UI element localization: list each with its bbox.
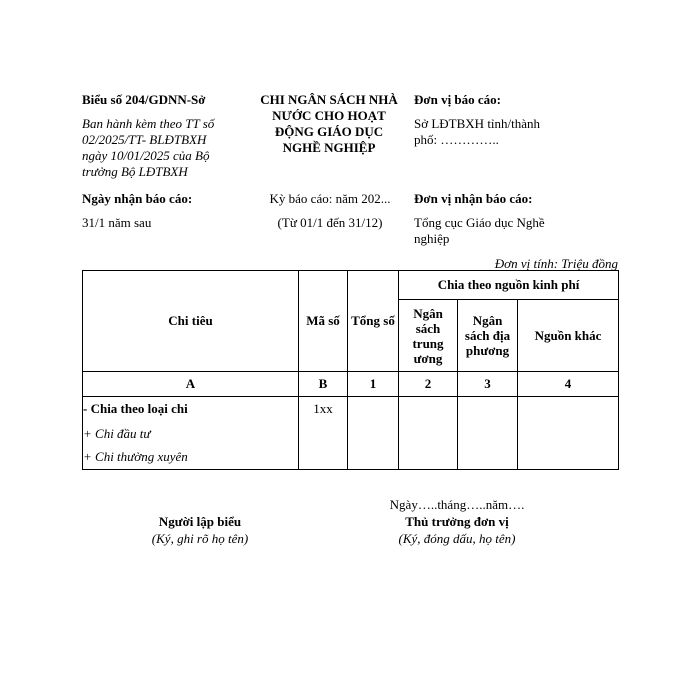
row-local: [458, 397, 518, 422]
header-central-line: trung: [412, 335, 444, 351]
header-central-line: ương: [413, 350, 443, 366]
preparer-title: Người lập biểu: [158, 514, 242, 529]
issued-by-note: [82, 116, 252, 180]
row-other: [518, 422, 619, 446]
header-local-line: Ngân: [472, 313, 503, 328]
row-code: [299, 446, 348, 470]
issued-line-3: ngày 10/01/2025 của Bộ: [82, 148, 210, 163]
receiving-unit-label: Đơn vị nhận báo cáo:: [414, 191, 533, 206]
form-code: Biểu số 204/GDNN-Sở: [82, 92, 206, 107]
index-cell: 3: [458, 372, 518, 397]
title-line-3: ĐỘNG GIÁO DỤC: [274, 124, 384, 139]
index-cell: B: [299, 372, 348, 397]
header-indicator: Chi tiêu: [83, 271, 299, 372]
receiving-unit-value: [414, 215, 614, 247]
index-cell: A: [83, 372, 299, 397]
unit-note: Đơn vị tính: Triệu đồng: [494, 256, 618, 271]
index-cell: 1: [348, 372, 399, 397]
receive-date-value: 31/1 năm sau: [82, 215, 152, 230]
header-total: Tổng số: [348, 271, 399, 372]
receive-date-label: Ngày nhận báo cáo:: [82, 191, 193, 206]
title-line-4: NGHỀ NGHIỆP: [282, 140, 376, 155]
header-funding-group: Chia theo nguồn kinh phí: [399, 271, 619, 300]
index-cell: 2: [399, 372, 458, 397]
header-central-line: Ngân: [413, 305, 443, 321]
report-title: [246, 92, 412, 156]
header-local-line: phương: [465, 343, 510, 358]
title-line-1: CHI NGÂN SÁCH NHÀ: [260, 92, 398, 107]
table-row: [83, 397, 619, 422]
row-total: [348, 422, 399, 446]
header-local-budget: [458, 300, 518, 372]
receiving-unit-line-2: nghiệp: [414, 231, 450, 246]
reporting-unit-line-1: Sở LĐTBXH tỉnh/thành: [414, 116, 541, 131]
receiving-unit-line-1: Tổng cục Giáo dục Nghề: [414, 215, 545, 230]
preparer-note: (Ký, ghi rõ họ tên): [151, 531, 249, 546]
row-other: [518, 446, 619, 470]
row-local: [458, 446, 518, 470]
report-table: [82, 270, 619, 470]
row-label: + Chi đầu tư: [83, 422, 299, 446]
head-of-unit-title: Thủ trưởng đơn vị: [405, 514, 509, 529]
row-code: [299, 422, 348, 446]
index-row: [83, 372, 619, 397]
header-code: Mã số: [299, 271, 348, 372]
title-line-2: NƯỚC CHO HOẠT: [272, 108, 386, 123]
issued-line-4: trưởng Bộ LĐTBXH: [82, 164, 188, 179]
issued-line-2: 02/2025/TT- BLĐTBXH: [82, 132, 207, 147]
sign-date-line: Ngày…..tháng…..năm….: [389, 497, 525, 512]
row-label: - Chia theo loại chi: [83, 397, 299, 422]
table-row: [83, 422, 619, 446]
report-period-range: (Từ 01/1 đến 31/12): [277, 215, 383, 230]
reporting-unit-value: [414, 116, 614, 148]
row-label: + Chi thường xuyên: [83, 446, 299, 470]
row-code: 1xx: [299, 397, 348, 422]
head-of-unit-note: (Ký, đóng dấu, họ tên): [398, 531, 516, 546]
row-central: [399, 422, 458, 446]
header-other-source: Nguồn khác: [518, 300, 619, 372]
row-central: [399, 446, 458, 470]
reporting-unit-label: Đơn vị báo cáo:: [414, 92, 502, 107]
row-local: [458, 422, 518, 446]
header-central-line: sách: [415, 320, 441, 336]
row-total: [348, 446, 399, 470]
table-row: [83, 446, 619, 470]
index-cell: 4: [518, 372, 619, 397]
report-period-label: Kỳ báo cáo: năm 202...: [269, 191, 391, 206]
row-total: [348, 397, 399, 422]
header-local-line: sách địa: [464, 328, 511, 343]
issued-line-1: Ban hành kèm theo TT số: [82, 116, 215, 131]
row-other: [518, 397, 619, 422]
row-central: [399, 397, 458, 422]
reporting-unit-line-2: phố: …………..: [414, 132, 499, 147]
header-central-budget: [399, 300, 458, 372]
